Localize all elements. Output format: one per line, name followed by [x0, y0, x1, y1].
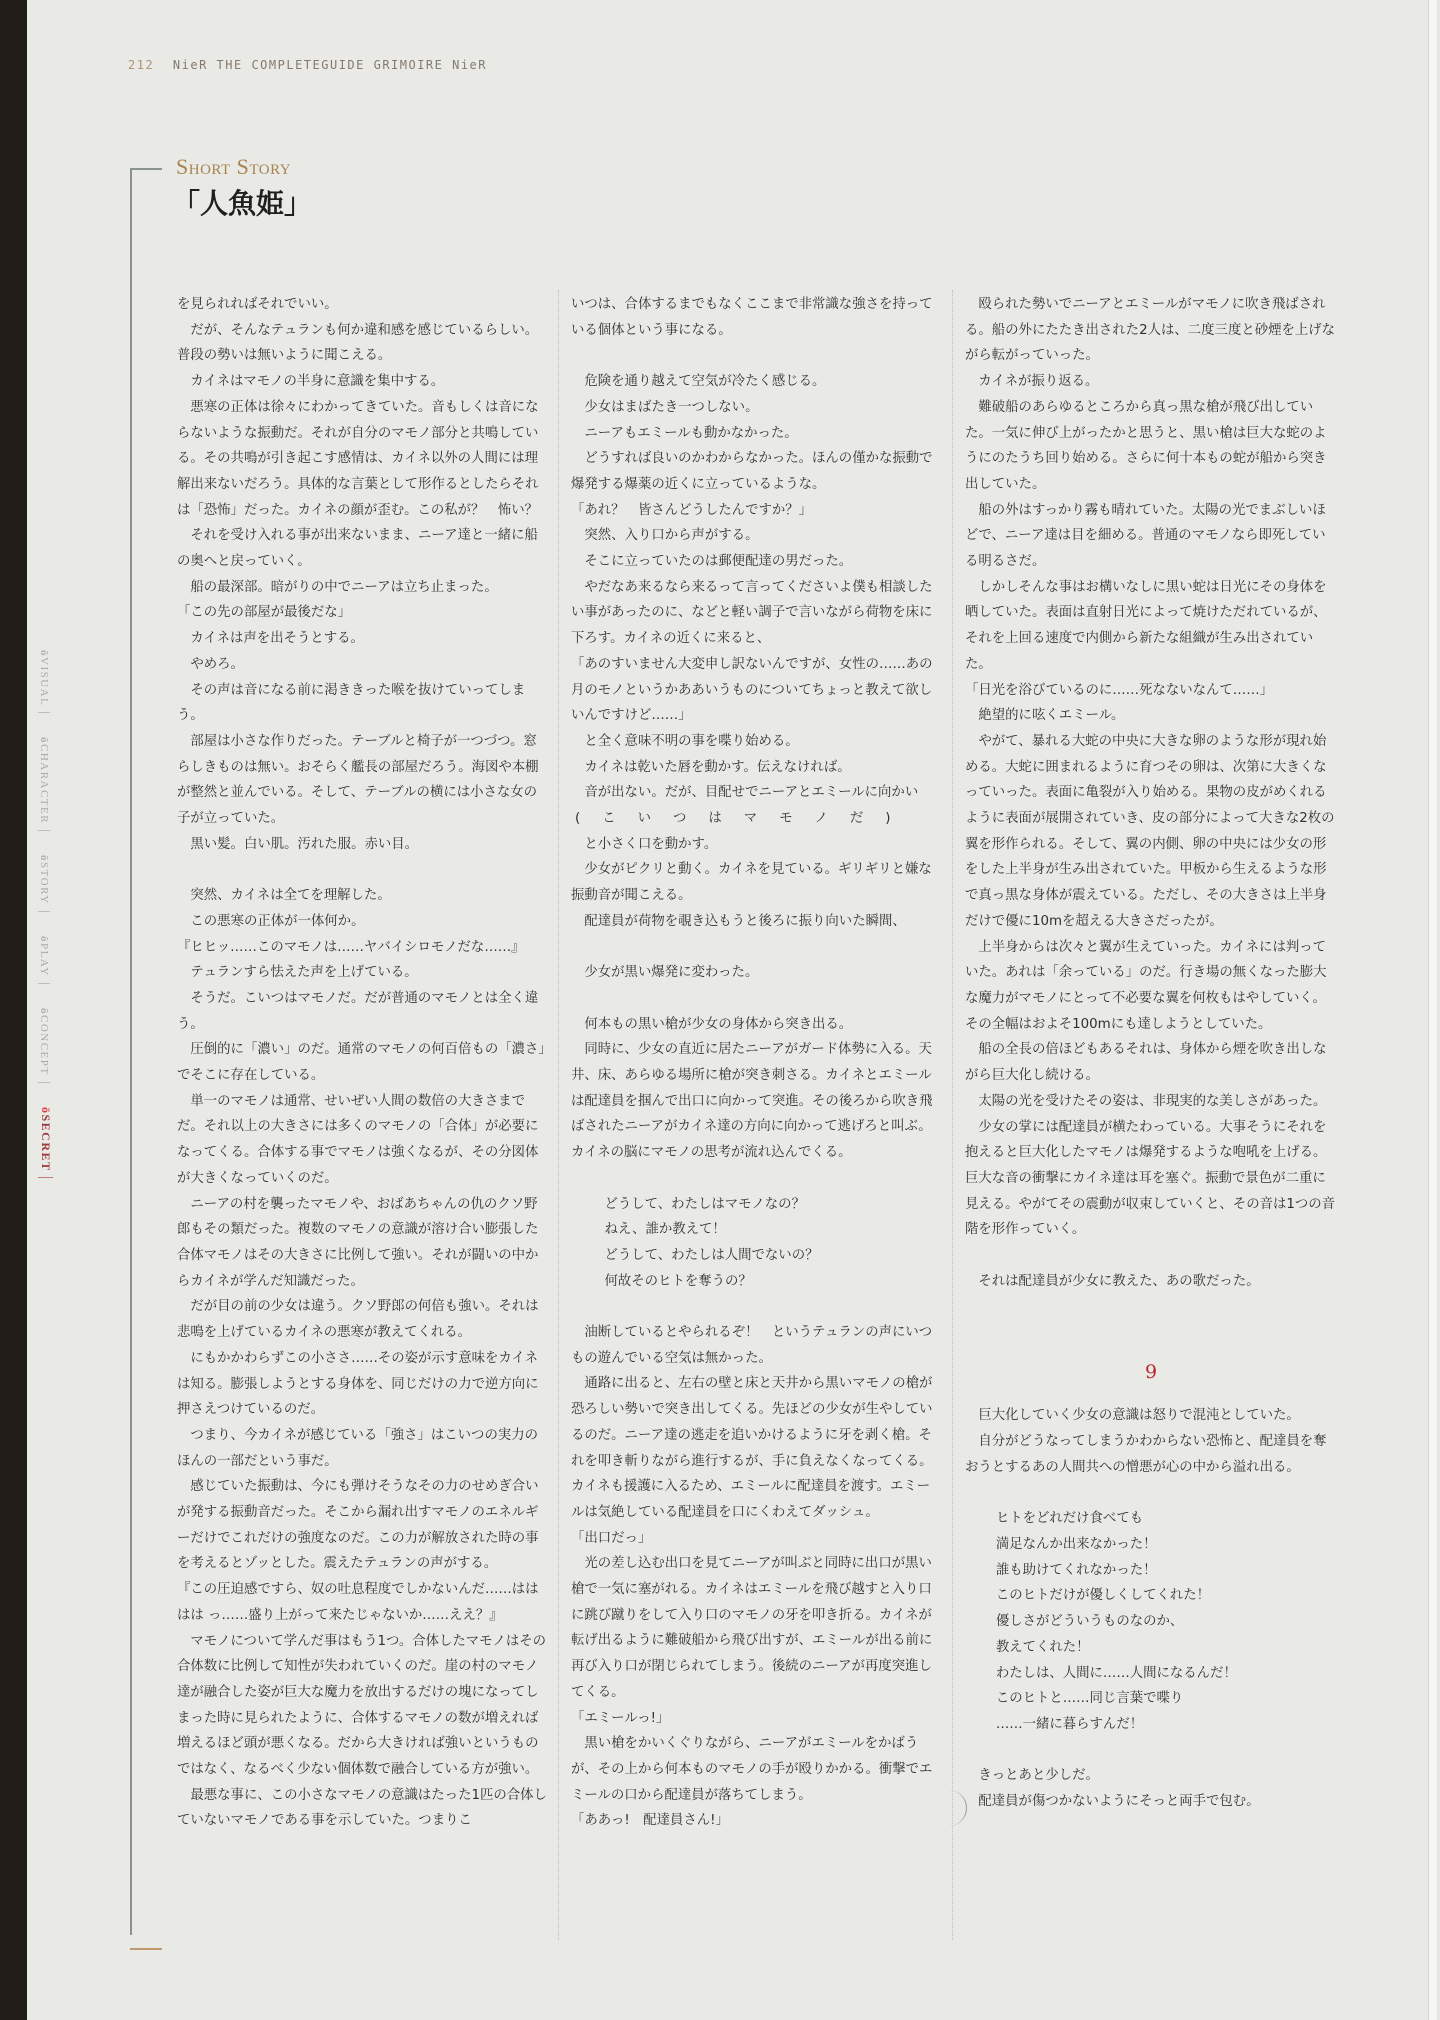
text-column-1: [177, 292, 549, 1834]
paragraph: ヒトをどれだけ食べても: [995, 1511, 1144, 1527]
paragraph-spacer: [571, 1294, 943, 1320]
paragraph: 難破船のあらゆるところから真っ黒な槍が飛び出していた。一気に伸び上がったかと思うと、黒い槍は巨大な蛇のようにのたうち回り始める。さらに何十本もの蛇が船から突き出していた。: [965, 399, 1327, 492]
paragraph: 油断しているとやられるぞ！ というテュランの声にいつもの遊んでいる空気は無かった。: [571, 1325, 933, 1366]
paragraph: 悪寒の正体は徐々にわかってきていた。音もしくは音にならないような振動だ。それが自分のマモノ部分と共鳴している。その共鳴が引き起こす感情は、カイネ以外の人間には理解出来ないだろう。具体的な言葉として形作るとしたらそれは「恐怖」だった。カイネの顔が歪む。この私が？ 怖い？: [177, 399, 539, 518]
paragraph: 上半身からは次々と翼が生えていった。カイネには判っていた。あれは「余っている」のだ。行き場の無くなった膨大な魔力がマモノにとって不必要な翼を何枚もはやしていく。その全幅はおよそ100mにも達しようとしていた。: [965, 939, 1327, 1032]
paragraph-spacer: [571, 935, 943, 961]
side-tab-story[interactable]: ōSTORY: [38, 855, 50, 912]
paragraph: 単一のマモノは通常、せいぜい人間の数倍の大きさまでだ。それ以上の大きさには多くのマモノの「合体」が必要になってくる。合体する事でマモノは強くなるが、その分図体が大きくなっていくのだ。: [177, 1093, 539, 1186]
paragraph: 黒い槍をかいくぐりながら、ニーアがエミールをかばうが、その上から何本ものマモノの手が殴りかかる。衝撃でエミールの口から配達員が落ちてしまう。: [571, 1736, 933, 1803]
tab-dot-icon: ō: [38, 650, 50, 657]
paragraph: にもかかわらずこの小ささ……その姿が示す意味をカイネは知る。膨張しようとする身体を、同じだけの力で逆方向に押さえつけているのだ。: [177, 1350, 539, 1418]
paragraph: カイネが振り返る。: [978, 374, 1099, 390]
side-tab-secret[interactable]: ōSECRET: [38, 1107, 53, 1179]
paragraph: 教えてくれた！: [995, 1639, 1090, 1655]
paragraph: ねえ、誰か教えて！: [604, 1222, 726, 1238]
paragraph: 何故そのヒトを奪うの？: [604, 1273, 752, 1289]
paragraph: 『この圧迫感ですら、奴の吐息程度でしかないんだ……はははは っ……盛り上がって来たじゃないか……ええ？』: [177, 1582, 539, 1623]
paragraph: 部屋は小さな作りだった。テーブルと椅子が一つづつ。窓らしきものは無い。おそらく艦長の部屋だろう。海図や本棚が整然と並んでいる。そして、テーブルの横には小さな女の子が立っていた。: [177, 733, 539, 827]
section-bracket-foot: [130, 1948, 162, 1950]
paragraph: 『ヒヒッ……このマモノは……ヤバイシロモノだな……』: [177, 939, 525, 955]
section-bracket-line: [130, 168, 162, 1935]
book-title: NieR THE COMPLETEGUIDE GRIMOIRE NieR: [172, 58, 488, 72]
story-title: 「人魚姫」: [172, 187, 313, 220]
side-tab-character[interactable]: ōCHARACTER: [38, 737, 50, 831]
side-tab-visual[interactable]: ōVISUAL: [38, 650, 50, 713]
paragraph: と小さく口を動かす。: [584, 836, 718, 852]
paragraph: マモノについて学んだ事はもう1つ。合体したマモノはその合体数に比例して知性が失われていくのだ。崖の村のマモノ達が融合した姿が巨大な魔力を放出するだけの塊になってしまった時に見られたように、合体するマモノの数が増えれば増えるほど頭が悪くなる。だから大きければ強いというものではなく、なるべく少ない個体数で融合している方が強い。: [177, 1633, 546, 1778]
running-head: [128, 58, 487, 72]
paragraph: この悪寒の正体が一体何か。: [190, 913, 365, 929]
paragraph-spacer: [571, 343, 943, 369]
paragraph: 殴られた勢いでニーアとエミールがマモノに吹き飛ばされる。船の外にたたき出された2人は、二度三度と砂煙を上げながら転がっていった。: [965, 297, 1336, 364]
paragraph: 巨大化していく少女の意識は怒りで混沌としていた。: [978, 1408, 1300, 1424]
paragraph: 「エミールっ!」: [571, 1710, 670, 1726]
paragraph: カイネはマモノの半身に意識を集中する。: [190, 374, 445, 390]
paragraph: 圧倒的に「濃い」のだ。通常のマモノの何百倍もの「濃さ」でそこに存在している。: [177, 1042, 546, 1084]
paragraph: カイネは声を出そうとする。: [190, 631, 364, 647]
paragraph: だが目の前の少女は違う。クソ野郎の何倍も強い。それは悲鳴を上げているカイネの悪寒が教えてくれる。: [177, 1299, 539, 1341]
paragraph: 突然、カイネは全てを理解した。: [190, 888, 391, 904]
paragraph-spacer: [177, 857, 549, 883]
paragraph: 少女はまばたき一つしない。: [584, 399, 759, 415]
chapter-number: 9: [1144, 1360, 1158, 1383]
paragraph: 少女がピクリと動く。カイネを見ている。ギリギリと嫌な振動音が聞こえる。: [571, 862, 932, 904]
paragraph: その声は音になる前に渇ききった喉を抜けていってしまう。: [177, 682, 526, 724]
paragraph: 船の外はすっかり霧も晴れていた。太陽の光でまぶしいほどで、ニーア達は目を細める。普通のマモノなら即死している明るさだ。: [965, 502, 1326, 570]
paragraph: 船の全長の倍ほどもあるそれは、身体から煙を吹き出しながら巨大化し続ける。: [965, 1042, 1327, 1084]
paragraph-spacer: [965, 1738, 1337, 1764]
paragraph: カイネは乾いた唇を動かす。伝えなければ。: [584, 759, 851, 775]
paragraph: 何本もの黒い槍が少女の身体から突き出る。: [584, 1016, 853, 1032]
paragraph: きっとあと少しだ。: [978, 1768, 1099, 1784]
column-divider: [952, 290, 953, 1940]
page-number: 212: [128, 58, 155, 72]
paragraph: 黒い髪。白い肌。汚れた服。赤い目。: [190, 836, 419, 852]
paragraph: どうすれば良いのかわからなかった。ほんの僅かな振動で爆発する爆薬の近くに立っているような。: [571, 451, 933, 492]
tab-dot-icon: ō: [38, 936, 50, 944]
paragraph: 「あのすいません大変申し訳ないんですが、女性の……あの月のモノというかああいうものについてちょっと教えて欲しいんですけど……」: [571, 656, 933, 724]
paragraph-spacer: [965, 1320, 1337, 1346]
paragraph: と全く意味不明の事を喋り始める。: [584, 733, 799, 749]
paragraph: を見られればそれでいい。: [177, 297, 338, 312]
paragraph: (こいつはマモノだ): [575, 811, 913, 827]
paragraph: 配達員が傷つかないようにそっと両手で包む。: [978, 1794, 1260, 1809]
paragraph: そこに立っていたのは郵便配達の男だった。: [584, 554, 853, 570]
paragraph: いつは、合体するまでもなくここまで非常識な強さを持っている個体という事になる。: [571, 297, 933, 338]
paragraph-spacer: [965, 1294, 1337, 1320]
paragraph: どうして、わたしは人間でないの？: [604, 1247, 819, 1263]
paragraph: 同時に、少女の直近に居たニーアがガード体勢に入る。天井、床、あらゆる場所に槍が突き刺さる。カイネとエミールは配達員を掴んで出口に向かって突進。その後ろから吹き飛ばされたニーアがカイネ達の方向に向かって逃げろと叫ぶ。カイネの脳にマモノの思考が流れ込んでくる。: [571, 1042, 933, 1161]
section-label: Short Story: [176, 154, 292, 179]
tab-dot-icon: ō: [38, 855, 50, 863]
paragraph: このヒトだけが優しくしてくれた！: [995, 1588, 1211, 1604]
paragraph: やめろ。: [190, 656, 244, 672]
paragraph: 配達員が荷物を覗き込もうと後ろに振り向いた瞬間、: [584, 913, 906, 929]
paragraph: 誰も助けてくれなかった！: [995, 1562, 1157, 1578]
paragraph-spacer: [571, 1166, 943, 1192]
paragraph: しかしそんな事はお構いなしに黒い蛇は日光にその身体を晒していた。表面は直射日光によって焼けただれているが、それを上回る速度で内側から新たな組織が生み出されていた。: [965, 579, 1327, 672]
paragraph: 通路に出ると、左右の壁と床と天井から黒いマモノの槍が恐ろしい勢いで突き出してくる。先ほどの少女が生やしているのだ。ニーア達の逃走を追いかけるように牙を剥く槍。それを叩き斬りながら進行するが、手に負えなくなってくる。カイネも援護に入るため、エミールに配達員を渡す。エミールは気絶している配達員を口にくわえてダッシュ。: [571, 1376, 933, 1520]
paragraph: 突然、入り口から声がする。: [584, 528, 759, 544]
paragraph: 絶望的に呟くエミール。: [978, 708, 1125, 724]
paragraph: つまり、今カイネが感じている「強さ」はこいつの実力のほんの一部だという事だ。: [177, 1427, 539, 1469]
paragraph: テュランすら怯えた声を上げている。: [190, 965, 418, 981]
paragraph: 「日光を浴びているのに……死なないなんて……」: [965, 682, 1273, 698]
side-tab-play[interactable]: ōPLAY: [38, 936, 50, 984]
paragraph: 光の差し込む出口を見てニーアが叫ぶと同時に出口が黒い槍で一気に塞がれる。カイネはエミールを飛び越すと入り口に跳び蹴りをして入り口のマモノの牙を叩き折る。カイネが転げ出るように難破船から飛び出すが、エミールが出る前に再び入り口が閉じられてしまう。後続のニーアが再度突進してくる。: [571, 1556, 933, 1700]
paragraph: どうして、わたしはマモノなの？: [604, 1196, 805, 1212]
paragraph: 太陽の光を受けたその姿は、非現実的な美しさがあった。: [978, 1093, 1327, 1109]
paragraph-spacer: [571, 986, 943, 1012]
paragraph-spacer: [965, 1243, 1337, 1269]
paragraph: 危険を通り越えて空気が冷たく感じる。: [584, 374, 826, 390]
paragraph: わたしは、人間に……人間になるんだ！: [995, 1665, 1237, 1681]
paragraph: ……一緒に暮らすんだ！: [995, 1716, 1144, 1732]
paragraph: 感じていた振動は、今にも弾けそうなその力のせめぎ合いが発する振動音だった。そこから漏れ出すマモノのエネルギーだけでこれだけの強度なのだ。この力が解放された時の事を考えるとゾッとした。震えたテュランの声がする。: [177, 1479, 539, 1572]
paragraph: 「この先の部屋が最後だな」: [177, 605, 352, 621]
paragraph: 少女の掌には配達員が横たわっている。大事そうにそれを抱えると巨大化したマモノは爆発するような咆吼を上げる。巨大な音の衝撃にカイネ達は耳を塞ぐ。振動で景色が二重に見える。やがてその震動が収束していくと、その音は1つの音階を形作っていく。: [965, 1119, 1336, 1238]
paragraph: 音が出ない。だが、目配せでニーアとエミールに向かい: [584, 785, 919, 801]
page-edge: [1428, 0, 1435, 2020]
column-divider: [558, 290, 559, 1940]
paragraph: やだなあ来るなら来るって言ってくださいよ僕も相談したい事があったのに、などと軽い調子で言いながら荷物を床に下ろす。カイネの近くに来ると、: [571, 579, 933, 647]
paragraph: このヒトと……同じ言葉で喋り: [995, 1691, 1184, 1707]
paragraph: 船の最深部。暗がりの中でニーアは立ち止まった。: [190, 579, 498, 595]
paragraph: 少女が黒い爆発に変わった。: [584, 965, 759, 981]
paragraph-spacer: [965, 1481, 1337, 1507]
paragraph: それは配達員が少女に教えた、あの歌だった。: [978, 1273, 1260, 1289]
paragraph: そうだ。こいつはマモノだ。だが普通のマモノとは全く違う。: [177, 990, 539, 1032]
book-binding-edge: [0, 0, 27, 2020]
paragraph: 「出口だっ」: [571, 1530, 652, 1546]
paragraph: ニーアもエミールも動かなかった。: [584, 425, 798, 441]
side-tab-concept[interactable]: ōCONCEPT: [38, 1008, 50, 1083]
paragraph: 「ああっ! 配達員さん!」: [571, 1813, 729, 1829]
tab-dot-icon: ō: [38, 1007, 50, 1015]
side-index-tabs: [38, 650, 60, 1202]
text-column-2: [571, 292, 943, 1834]
paragraph: 満足なんか出来なかった！: [995, 1536, 1157, 1552]
paragraph: 「あれ？ 皆さんどうしたんですか？」: [571, 502, 813, 518]
paragraph: 自分がどうなってしまうかわからない恐怖と、配達員を奪おうとするあの人間共への憎悪が心の中から溢れ出る。: [965, 1434, 1327, 1475]
paragraph: 優しさがどういうものなのか、: [995, 1614, 1184, 1630]
paragraph: ニーアの村を襲ったマモノや、おばあちゃんの仇のクソ野郎もその類だった。複数のマモノの意識が溶け合い膨張した合体マモノはその大きさに比例して強い。それが闘いの中からカイネが学んだ知識だった。: [177, 1196, 539, 1289]
text-column-3: [965, 292, 1337, 1815]
tab-dot-icon: ō: [39, 1106, 53, 1115]
paragraph: それを受け入れる事が出来ないまま、ニーア達と一緒に船の奥へと戻っていく。: [177, 528, 538, 570]
paragraph: だが、そんなテュランも何か違和感を感じているらしい。普段の勢いは無いように聞こえる。: [177, 322, 539, 364]
paragraph: やがて、暴れる大蛇の中央に大きな卵のような形が現れ始める。大蛇に囲まれるように育つその卵は、次第に大きくなっていった。表面に亀裂が入り始める。果物の皮がめくれるように表面が展開されていき、皮の部分によって大きな2枚の翼を形作られる。そして、翼の内側、卵の中央には少女の形をした上半身が生み出されていた。甲板から生えるような形で真っ黒な身体が震えている。ただし、その大きさは上半身だけで優に10mを超える大きさだったが。: [965, 733, 1335, 929]
paragraph: 最悪な事に、この小さなマモノの意識はたった1匹の合体していないマモノである事を示していた。つまりこ: [177, 1787, 547, 1829]
tab-dot-icon: ō: [38, 737, 50, 745]
